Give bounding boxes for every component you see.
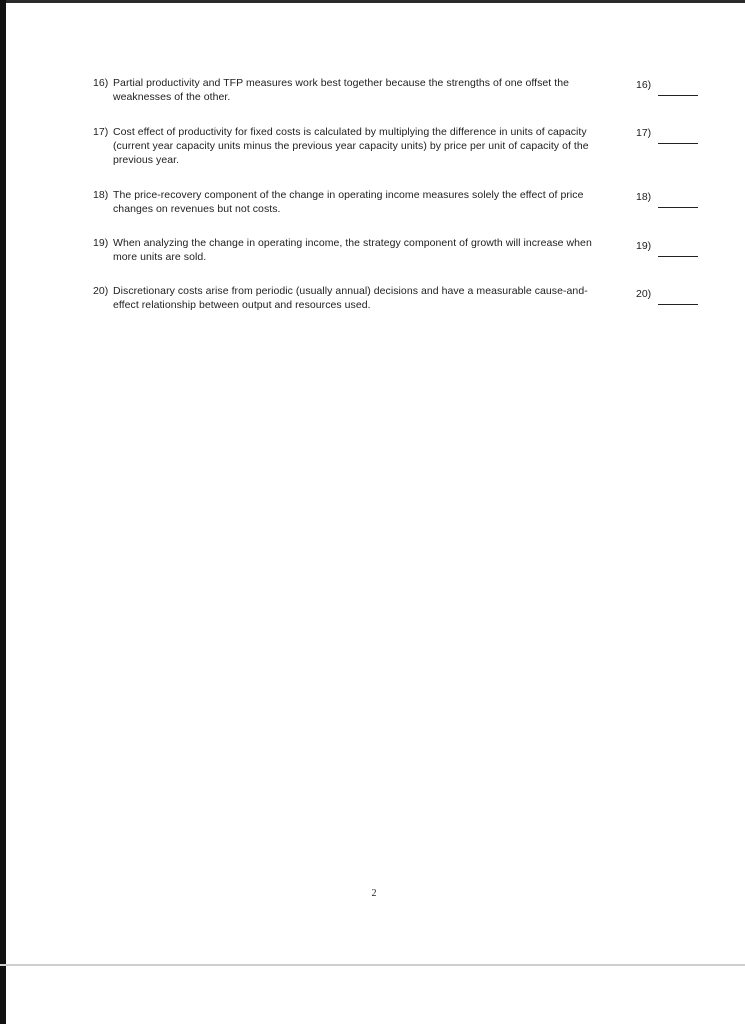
question-17 — [93, 125, 613, 167]
question-text: Discretionary costs arise from periodic (usually annual) decisions and have a measurable cause-and-effect relationship between output and resources used. — [113, 285, 588, 311]
question-text: Partial productivity and TFP measures work best together because the strengths of one offset the weaknesses of the other. — [113, 77, 569, 103]
question-20 — [93, 284, 613, 312]
question-number: 16) — [93, 77, 109, 89]
scan-edge-bottom — [0, 964, 745, 966]
question-number: 20) — [93, 285, 109, 297]
answer-label: 17) — [636, 127, 652, 139]
answer-line[interactable] — [658, 95, 698, 96]
answer-line[interactable] — [658, 256, 698, 257]
question-text: Cost effect of productivity for fixed costs is calculated by multiplying the difference in units of capacity (current year capacity units minus the previous year capacity units) by price per unit of capacity of the previous year. — [113, 126, 589, 166]
answer-label: 20) — [636, 288, 652, 300]
question-text: The price-recovery component of the change in operating income measures solely the effect of price changes on revenues but not costs. — [113, 189, 584, 215]
question-19 — [93, 236, 613, 264]
question-number: 18) — [93, 189, 109, 201]
scan-edge-left — [0, 0, 6, 1024]
answer-line[interactable] — [658, 207, 698, 208]
question-number: 17) — [93, 126, 109, 138]
answer-label: 16) — [636, 79, 652, 91]
question-18 — [93, 188, 613, 216]
question-text: When analyzing the change in operating income, the strategy component of growth will increase when more units are sold. — [113, 237, 592, 263]
question-16 — [93, 76, 613, 104]
answer-line[interactable] — [658, 143, 698, 144]
page-number: 2 — [371, 888, 377, 899]
answer-label: 18) — [636, 191, 652, 203]
scan-edge-top — [0, 0, 745, 3]
answer-line[interactable] — [658, 304, 698, 305]
answer-label: 19) — [636, 240, 652, 252]
question-number: 19) — [93, 237, 109, 249]
